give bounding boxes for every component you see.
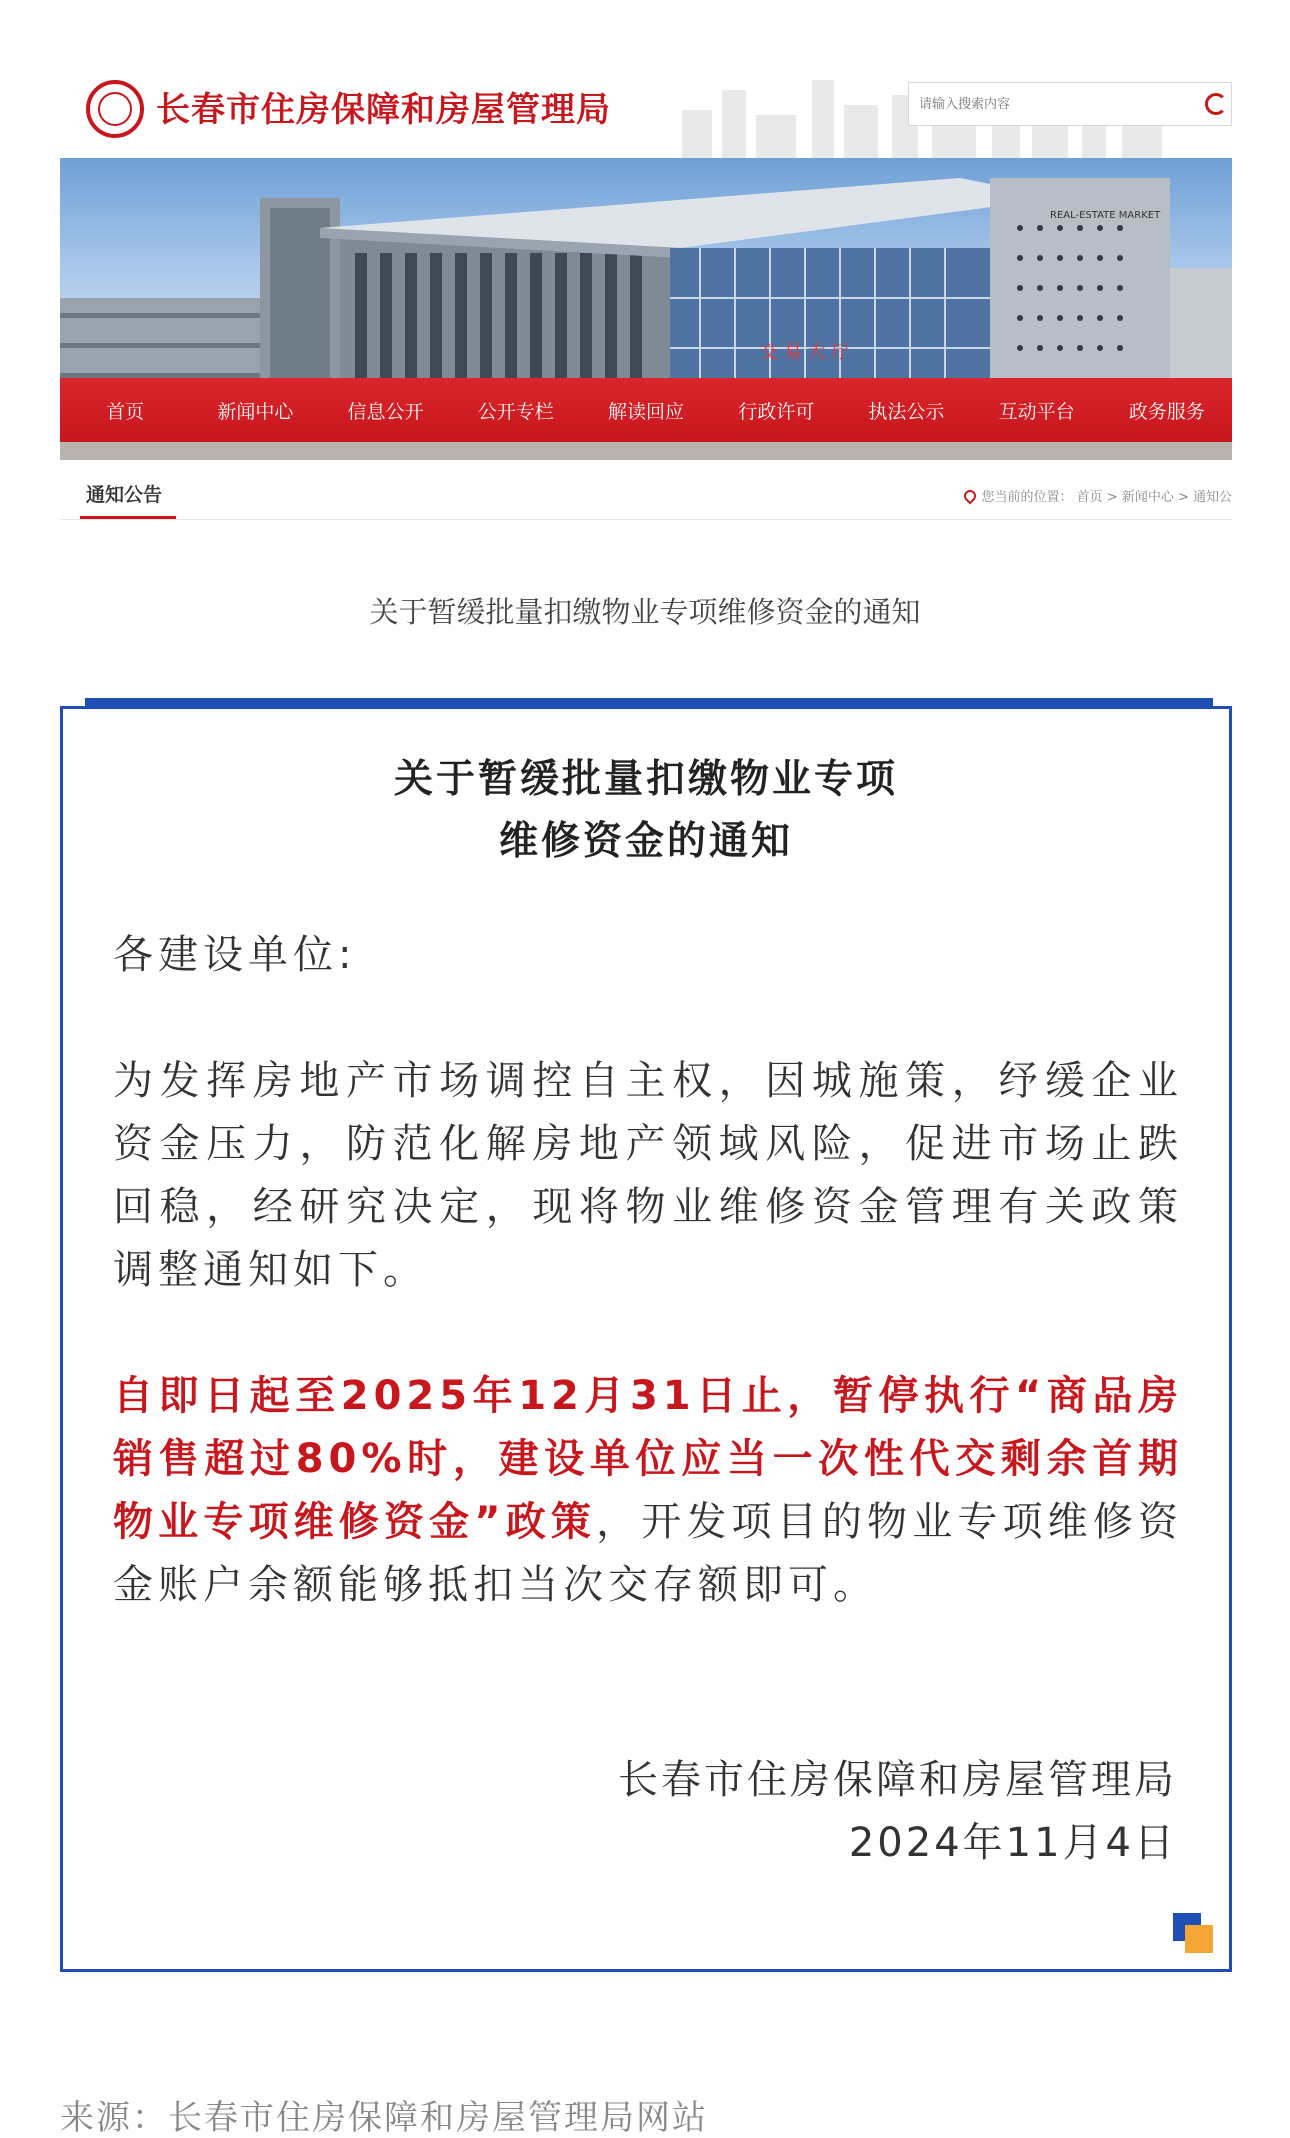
article-caption: 关于暂缓批量扣缴物业专项维修资金的通知 [369, 595, 921, 629]
nav-item-permit[interactable]: 行政许可 [738, 400, 815, 423]
search-icon[interactable] [1205, 93, 1227, 115]
section-title[interactable]: 通知公告 [86, 484, 163, 506]
signature-block [618, 1749, 1177, 1875]
nav-item-interaction[interactable]: 互动平台 [998, 400, 1075, 423]
banner-sign: 交 易 大 厅 [760, 342, 850, 363]
notice-title [63, 749, 1229, 873]
site-header [60, 60, 1232, 158]
section-bar [60, 472, 1232, 520]
site-name[interactable]: 长春市住房保障和房屋管理局 [156, 90, 611, 130]
breadcrumb [964, 486, 1232, 505]
paragraph-2 [113, 1365, 1183, 1617]
notice-body [113, 924, 1183, 1680]
notice-title-line2: 维修资金的通知 [498, 819, 793, 864]
card-top-accent [85, 698, 1213, 708]
paragraph-2-rest: ，开发项目的物业专项维修资金账户余额能够抵扣当次交存额即可。 [113, 1499, 1183, 1608]
paragraph-1: 为发挥房地产市场调控自主权，因城施策，纾缓企业资金压力，防范化解房地产领域风险，促进市场止跌回稳，经研究决定，现将物业维修资金管理有关政策调整通知如下。 [113, 1058, 1183, 1293]
website-screenshot [60, 60, 1232, 530]
notice-title-line1: 关于暂缓批量扣缴物业专项 [393, 757, 898, 802]
nav-item-home[interactable]: 首页 [106, 400, 145, 423]
building-sign: REAL-ESTATE MARKET [1050, 210, 1161, 221]
source-note: 来源：长春市住房保障和房屋管理局网站 [60, 2098, 708, 2138]
nav-item-column[interactable]: 公开专栏 [477, 400, 554, 423]
bureau-logo-icon[interactable] [86, 80, 144, 138]
location-pin-icon [961, 488, 978, 505]
breadcrumb-text[interactable]: 您当前的位置： 首页 > 新闻中心 > 通知公 [981, 490, 1232, 505]
nav-item-interpretation[interactable]: 解读回应 [607, 400, 684, 423]
main-nav [60, 378, 1232, 442]
search-box [908, 82, 1232, 126]
policy-highlight: 自即日起至2025年12月31日止，暂停执行“商品房销售超过80%时，建设单位应当一次性代交剩余首期物业专项维修资金”政策 [113, 1373, 1183, 1545]
corner-decoration-icon [1173, 1913, 1213, 1953]
notice-card [60, 706, 1232, 1972]
nav-item-services[interactable]: 政务服务 [1128, 400, 1205, 423]
section-underline [80, 516, 176, 519]
nav-item-info[interactable]: 信息公开 [347, 400, 424, 423]
signer: 长春市住房保障和房屋管理局 [618, 1757, 1177, 1803]
issue-date: 2024年11月4日 [848, 1820, 1177, 1866]
search-input[interactable] [919, 89, 1179, 119]
salutation: 各建设单位: [113, 932, 357, 978]
nav-item-news[interactable]: 新闻中心 [217, 400, 294, 423]
nav-item-enforcement[interactable]: 执法公示 [868, 400, 945, 423]
